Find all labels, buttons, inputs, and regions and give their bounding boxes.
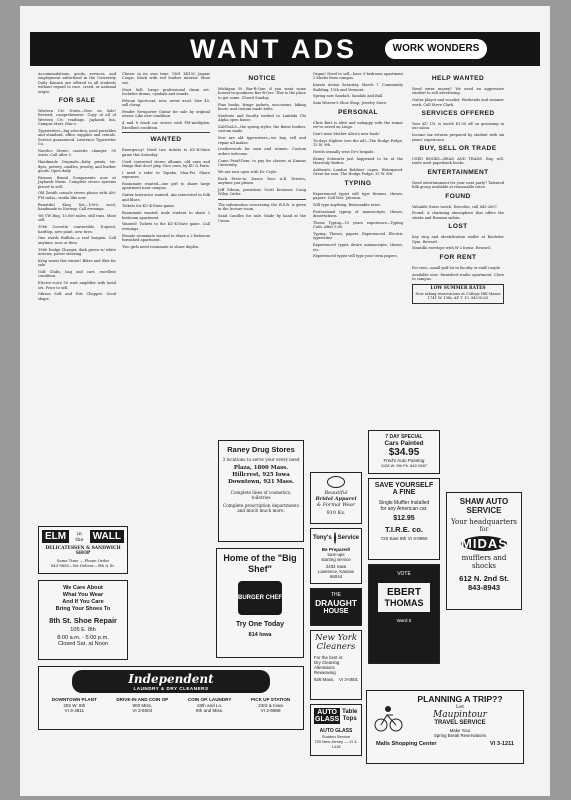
laundry-location-line: 23rd & Iowa: [258, 702, 283, 708]
tonys-sub: Service: [337, 535, 360, 541]
ad-raney-drug: [218, 440, 304, 542]
cleaners-title2: Cleaners: [316, 642, 356, 652]
laundry-location: [188, 697, 232, 714]
shaw-phone: 843-8943: [467, 583, 501, 592]
shaw-l2: SERVICE: [466, 506, 502, 515]
notice-info: The information concerning the W.S.R. is given in the lecture room.: [218, 203, 306, 212]
classified-item: '68 VW Bug, 13,000 miles, still runs. Must sell.: [38, 213, 116, 223]
vote-name2: THOMAS: [384, 598, 424, 608]
bicycle-icon: [373, 703, 403, 733]
raney-location: Downtown, 921 Mass.: [228, 479, 294, 485]
fred-addr: 1128 W. 9th Ph. 842-9487: [380, 463, 428, 468]
vote-l2: Ward 5: [396, 618, 412, 623]
raney-title: Raney Drug Stores: [227, 445, 295, 454]
bigshef-try: Try One Today: [235, 621, 285, 628]
heading-lost: LOST: [448, 223, 468, 231]
classified-item: Michigan St. Bar-B-Que, if you want some honest-to-goodness Bar-B-Que. This is the place to get some. Closed Sunday.: [218, 87, 306, 100]
cleaners-title1: New York: [314, 633, 358, 643]
classified-item: Authentic London Bobbies' capes. Waterproof. Great for rain. The Hodge Podge, 15 W. 9th.: [313, 167, 403, 177]
laundry-location-line: DOWNTOWN PLANT: [51, 697, 97, 702]
elm-sub: DELICATESSEN & SANDWICH SHOP: [45, 546, 121, 556]
elm-phone: 843-9885—We Deliver—9th & St.: [50, 563, 116, 568]
save-l2: for any American car.: [380, 506, 428, 512]
laundry-location-line: 9th and Miss.: [195, 708, 224, 714]
classified-item: Tickets for KU-K-State game.: [122, 204, 175, 209]
classified-item: Classic in its own time: 1961 XK150 Jaguar Coupe, black with red leather interior. Must see.: [122, 72, 210, 85]
cleaners-best: For the best in:: [314, 655, 344, 660]
planning-name: Maupintour: [433, 710, 487, 720]
heading-help-wanted: HELP WANTED: [431, 75, 485, 82]
texaco-star-icon: [334, 532, 336, 544]
cleaners-contact: [314, 677, 358, 682]
services-list: [412, 122, 504, 142]
found-list: [412, 205, 504, 221]
heading-found: FOUND: [445, 192, 471, 200]
shoe-name: 8th St. Shoe Repair: [49, 616, 117, 625]
shoe-line: And If You Care: [62, 599, 104, 605]
vote-l1: VOTE: [397, 571, 411, 577]
auto-glass-t2: GLASS: [315, 716, 340, 723]
ad-shaw-auto-midas: [446, 492, 522, 610]
classified-item: Leatherwork for men and women. Custom orders welcome.: [218, 147, 306, 156]
cleaners-phone: VI 3-0501: [338, 677, 358, 682]
save-name: T.I.R.E. co.: [385, 525, 423, 534]
classified-item: For rent—small golf lot to faculty or staff couple.: [412, 265, 502, 270]
cleaners-addr: 926 Mass.: [314, 677, 335, 682]
bridal-logo-icon: [327, 476, 345, 488]
burger-chef-logo: BURGER CHEF: [238, 581, 282, 615]
personal-list: [313, 121, 403, 177]
cleaners-s3: Reweaving: [314, 670, 336, 675]
classified-item: Fender Newporter Guitar for sale by original owner. Like new condition.: [122, 110, 210, 119]
low-rates-line: 1741 W. 19th, AP T. 10, 843-8220: [427, 296, 489, 301]
auto-glass-logo: [314, 708, 340, 724]
lost-list: [412, 235, 504, 251]
column-help: [412, 72, 504, 304]
classified-item: Jeff Gibson, president: Scott Kreamer, Craig Wiley. Order.: [218, 187, 306, 197]
classified-item: Experienced typist desire manuscripts, theses, etc.: [313, 243, 403, 252]
banner-subtitle: WORK WONDERS: [385, 39, 487, 59]
planning-l1: Make Your: [449, 728, 471, 733]
shoe-addr: 105 E. 8th: [70, 627, 96, 633]
independent-locations: [42, 697, 300, 714]
classified-item: Western Civ. Notes—Now on Sale! Revised, comprehensive. Copy of all of Western Civ. readings. Jayhawk Inn, Campus Mart, Mac's.: [38, 109, 116, 127]
intro-text: Accommodations, goods, services, and employment advertised in the University Daily Kansan are offered to all students without regard to race, creed, or national origin.: [38, 72, 116, 94]
classified-item: SANDALS—the spring styles, the finest leather, custom made.: [218, 125, 306, 134]
column-notice: [218, 72, 306, 225]
classified-item: Pelican Sportcoat, new, never used. Size 40, sell cheap.: [122, 98, 210, 108]
help-list: [412, 87, 504, 107]
ad-vote-ebert-thomas: [368, 564, 440, 664]
classified-item: Kenny Schwartz just happened to be at the Heavenly Bodies.: [313, 156, 403, 166]
classified-item: We are now open with Dr. Coyle.: [218, 169, 278, 174]
column-wanted: [122, 72, 210, 252]
classified-item: Don't miss Mother Alice's new book!: [313, 131, 380, 136]
classified-item: 1966 Corvette convertible, 4-speed, hardtop, new paint, new tires.: [38, 225, 116, 234]
cleaners-s1: Dry Cleaning: [314, 660, 340, 665]
laundry-location-line: DRIVE-IN AND COIN OP: [116, 697, 169, 702]
classified-list-2: [122, 72, 210, 130]
classified-item: Chris Bert is alive and unhappy with the rumor we've saved on Lingo.: [313, 120, 403, 130]
classified-item: Roommate wanted, male student to share 2 bedroom apartment.: [122, 211, 210, 220]
tonys-city: Lawrence, Kansas 66044: [317, 569, 355, 579]
classified-item: Will type anything. Reasonable rates.: [313, 202, 382, 207]
banner-title: WANT ADS: [190, 34, 357, 64]
raney-location: Hillcrest, 925 Iowa: [232, 472, 290, 478]
rent-list: [412, 266, 504, 282]
vote-name1: EBERT: [387, 587, 421, 598]
laundry-location-line: COIN OP. LAUNDRY: [187, 697, 232, 702]
raney-sub: 3 locations to serve your every need: [222, 457, 300, 462]
classified-item: Income tax returns prepared by student with six years' experience.: [412, 133, 504, 142]
column-personal: [313, 72, 403, 261]
elm-title: ELM: [42, 530, 69, 543]
classified-item: Professional typing of manuscripts, theses, dissertations.: [313, 209, 403, 219]
shaw-l6: shocks: [471, 562, 497, 570]
bridal-l2: Bridal Apparel: [315, 496, 357, 502]
low-rates-line: Now taking reservations at College Hill Manor: [415, 291, 501, 296]
fred-l1: 7 DAY SPECIAL: [385, 434, 423, 440]
auto-glass-addr: 730 New Jersey — VI 3-1418: [314, 739, 358, 749]
bigshef-addr: 814 Iowa: [248, 632, 272, 638]
bridal-addr: 910 Ks.: [326, 510, 346, 516]
laundry-location: [116, 697, 168, 714]
classified-item: One words Buffalo—a real bargain. Call anytime, now or then.: [38, 236, 116, 245]
typing-list: [313, 192, 403, 259]
classified-item: Your KU I.D. is worth $1.00 off on grooming in our salon.: [412, 122, 504, 131]
tonys-l3: starting service: [321, 557, 351, 562]
heading-wanted: WANTED: [150, 136, 182, 144]
shoe-line: We Care About: [63, 585, 103, 591]
heading-entertainment: ENTERTAINMENT: [427, 168, 489, 176]
auto-glass-name: AUTO GLASS: [319, 728, 353, 734]
laundry-location-line: 202 W. 6th: [63, 702, 86, 708]
classified-item: Electro-voice 50 watt amplifier with head set. Price to sell.: [38, 281, 116, 290]
draught-bot: HOUSE: [323, 608, 349, 615]
classified-item: Karate Action Saturday, March 7. Community Building, 11th and Vermont.: [313, 83, 403, 92]
classified-item: Available now: furnished studio apartment. Close to campus.: [412, 272, 504, 282]
shaw-addr: 612 N. 2nd St.: [459, 574, 509, 583]
shoe-hours: 8:00 a.m. - 5:00 p.m.: [57, 635, 109, 641]
classified-item: I need a rider to Topeka, Mon-Fri. Share expenses.: [122, 170, 210, 180]
independent-sub: LAUNDRY & DRY CLEANERS: [133, 686, 209, 691]
shoe-line: Bring Your Shoes To: [55, 606, 111, 612]
cleaners-s2: Alterations: [314, 665, 335, 670]
classified-item: Guitar instructor wanted. Am interested in folk and blues.: [122, 193, 210, 202]
bigshef-title: Home of the "Big Shef": [223, 553, 297, 574]
tonys-l1: Be Prepared!: [321, 547, 351, 552]
for-sale-list: [38, 109, 116, 301]
classified-item: Handmade Originals—baby prints, tie-dyes, pottery, candles, jewelry, and leather goods. Open daily.: [38, 160, 116, 174]
classified-item: Students and faculty invited to Lambda Chi Alpha open house.: [218, 113, 306, 123]
ad-elm-in-wall: [38, 526, 128, 574]
classified-item: Sam Weaver's Shoe Shop, Jewelry Store.: [313, 101, 388, 106]
heading-typing: TYPING: [344, 179, 372, 187]
laundry-location-line: PICK UP STATION: [250, 697, 291, 702]
auto-glass-l2: Tops: [342, 716, 357, 722]
elm-hours: Same Time — Phone Order: [56, 558, 110, 563]
draught-top: THE: [331, 592, 341, 598]
independent-title: Independent: [128, 672, 214, 686]
tonys-addr: 2434 Iowa: [325, 564, 347, 569]
classified-item: Wanted! Tickets to the KU-K-State game. Call evenings.: [122, 222, 210, 231]
save-t2: A FINE: [392, 489, 416, 496]
classified-item: Needs sexually wise Dr's brigade.: [313, 149, 375, 154]
classified-item: Sew are old typewriters—we buy, sell and repair all makes.: [218, 136, 306, 145]
laundry-location-line: 19th and Lo.: [196, 702, 223, 708]
low-rates-title: LOW SUMMER RATES: [430, 286, 486, 292]
classified-item: Experienced typist will type your term papers.: [313, 254, 398, 259]
classified-item: Come Pearl-Dom: to pay for classes at Kansas University.: [218, 158, 306, 168]
classified-item: Beautiful King Set—100% wool, handmade in Norway. Call evenings.: [38, 202, 116, 212]
classified-item: Must Sell. Large professional drum set. Includes drums, cymbals and stands.: [122, 87, 210, 97]
ad-maupintour: [366, 690, 524, 764]
classified-item: Mantilla envelope with W-2 forms. Reward.: [412, 246, 491, 251]
save-t1: SAVE YOURSELF: [374, 482, 434, 489]
save-l1: Single Muffler Installed: [378, 500, 430, 506]
planning-phone: VI 3-1211: [490, 741, 514, 747]
classified-list-4: [313, 72, 403, 106]
classified-item: Norelco Stereo cassette changer. 90 watts. Call after 5.: [38, 149, 116, 158]
fred-l3: Fred's Auto Painting: [383, 458, 425, 463]
tonys-name: Tony's: [313, 535, 332, 541]
classified-item: Female roommate wanted to share a 2 bedroom furnished apartment.: [122, 233, 210, 243]
laundry-location-line: 900 Miss.: [132, 702, 153, 708]
classified-item: Valuable Swiss watch. Describe, call 843-2607.: [412, 204, 498, 209]
shaw-l3: Your headquarters: [451, 518, 518, 526]
classified-item: Emergency! Need two tickets to KU-K-State game this Saturday.: [122, 148, 210, 157]
classified-item: Rock Drive-in. Dance Your A.B. Drivers, anytime you please.: [218, 176, 306, 186]
heading-notice: NOTICE: [248, 75, 276, 82]
classified-item: Need extra money? We need an aggressive student to sell advertising.: [412, 87, 504, 96]
elm-suffix: WALL: [90, 530, 124, 543]
classified-item: Key ring and identification wallet at Bachelor Gym. Reward.: [412, 235, 504, 244]
column-for-sale: [38, 72, 116, 304]
wanted-list: [122, 148, 210, 249]
planning-sub: TRAVEL SERVICE: [434, 720, 486, 726]
classified-item: Tu-days Nighter (see the ad)—The Hodge Podge, 15 W. 9th.: [313, 138, 403, 148]
planning-l2: Spring Break Reservations: [433, 733, 487, 738]
heading-for-sale: FOR SALE: [58, 97, 96, 105]
shoe-line: What You Wear: [62, 592, 104, 598]
fred-price: $34.95: [388, 447, 420, 458]
heading-trade: BUY, SELL OR TRADE: [419, 145, 497, 153]
classified-item: Experienced typist will type themes, theses, papers. Call Mrs. Johnson.: [313, 191, 403, 201]
draught-mid: DRAUGHT: [315, 598, 357, 608]
classified-item: Gibson Soft and Dirt Chopper. Good shape.: [38, 292, 116, 301]
heading-personal: PERSONAL: [338, 108, 378, 116]
fred-l2: Cars Painted: [384, 440, 424, 447]
auto-glass-t1: AUTO: [317, 709, 337, 716]
classified-item: Keep warm this winter! Bikes and Skis for sale.: [38, 258, 116, 268]
shaw-l5: mufflers and: [461, 554, 507, 562]
auto-glass-sub: Sudden Service: [321, 734, 351, 739]
laundry-location: [251, 697, 290, 714]
classified-item: Golf Clubs, bag and cart, excellent condition.: [38, 269, 116, 279]
laundry-location-line: VI 3-5504: [132, 708, 153, 714]
classified-item: Old Zenith console stereo phono with AM-FM radio—works like new.: [38, 191, 116, 200]
classified-item: Typewriters—big selection, used portables and standard, office supplies and rentals. Service guaranteed. Lawrence Typewriter Co.: [38, 129, 116, 147]
laundry-location-line: VI 3-9868: [260, 708, 281, 714]
laundry-location: [52, 697, 97, 714]
classified-item: Thesis Typing—10 years experience—Typing Cath. After 5:00.: [313, 220, 403, 230]
midas-logo: MIDAS: [461, 536, 508, 551]
shaw-l4: for: [479, 526, 489, 533]
entertainment-text: Need entertainment for your next party? Talented folk group available at reasonable rates.: [412, 180, 504, 190]
ad-save-yourself: [368, 478, 440, 560]
raney-location: Plaza, 1800 Mass.: [233, 465, 289, 471]
classified-item: Famous Brand Components now at Jayhawk Music. Complete stereo systems priced to sell.: [38, 175, 116, 189]
ad-independent-laundry: [38, 666, 304, 730]
classified-item: Organ! Need to sell—have 3-bedroom apartment 2 blocks from campus.: [313, 72, 403, 81]
planning-let: Let: [455, 704, 465, 710]
ad-freds-auto-painting: [368, 430, 440, 474]
trade-text: USED BOOKS—READ AND TRADE. Buy, sell, trade used paperback books.: [412, 157, 504, 166]
shoe-closed: Closed Sat. at Noon: [57, 641, 109, 647]
tonys-l2: tune-ups: [327, 552, 345, 557]
classified-item: 1966 Dodge Charger, dark green w/ white interior, power steering.: [38, 247, 116, 256]
ad-auto-glass: [310, 704, 362, 756]
heading-for-rent: FOR RENT: [439, 253, 477, 261]
low-rates-box: [412, 284, 504, 303]
planning-place: Malls Shopping Center: [376, 741, 437, 747]
classified-item: Used converted stereo albums, old ones and things that don't play. Nice ones, by KU & Paris.: [122, 159, 210, 169]
auto-glass-l1: Table: [342, 709, 358, 715]
planning-contact: [370, 741, 520, 747]
ad-big-shef: [216, 548, 304, 658]
ad-new-york-cleaners: [310, 630, 362, 700]
classified-item: 4 and 8 track car stereo with FM-multiplex. Excellent condition.: [122, 121, 210, 130]
save-price: $12.95: [393, 515, 415, 522]
ad-tonys-service: [310, 528, 362, 584]
shaw-l1: SHAW AUTO: [459, 497, 509, 506]
classified-item: Typing: Theses, papers. Experienced. Electric typewriter.: [313, 232, 403, 241]
planning-title: PLANNING A TRIP??: [417, 694, 503, 704]
raney-foot2: Complete prescription departments and much much more.: [223, 503, 299, 513]
bridal-l3: & Formal Wear: [316, 502, 356, 508]
want-ads-banner: [30, 32, 540, 66]
laundry-location-line: VI 3-4811: [64, 708, 85, 714]
raney-locations: [222, 465, 300, 486]
classified-item: Spring now Sandals, Sandals and Ball.: [313, 94, 384, 99]
raney-foot: Complete lines of cosmetics, toiletries: [230, 490, 292, 500]
ad-shoe-repair: [38, 580, 128, 660]
classified-item: Roommate wanted—one girl to share large apartment near campus.: [122, 182, 210, 191]
classified-item: Guitar player and vocalist. Weekends and summer work. Call Steve Clark.: [412, 98, 504, 107]
independent-header: [72, 670, 270, 693]
heading-services: SERVICES OFFERED: [421, 110, 495, 118]
classified-item: Two girls need roommate to share duplex.: [122, 244, 200, 249]
bridal-l1: Beautiful: [324, 490, 348, 496]
save-addr: 720 East 9th VI 3-0950: [380, 536, 428, 541]
classified-item: Fine books, fringe jackets, moccasins, hiking boots, and custom made belts.: [218, 102, 306, 112]
ad-bridal: [310, 472, 362, 524]
elm-prefix: in the: [75, 530, 84, 543]
notice-candles: Sand Candles for sale. Made by hand at the Union.: [218, 214, 306, 223]
notice-list: [218, 87, 306, 197]
classified-item: Found: A charming atmosphere that offers the steaks and Russian sirloin.: [412, 211, 504, 220]
ad-draught-house: [310, 588, 362, 626]
